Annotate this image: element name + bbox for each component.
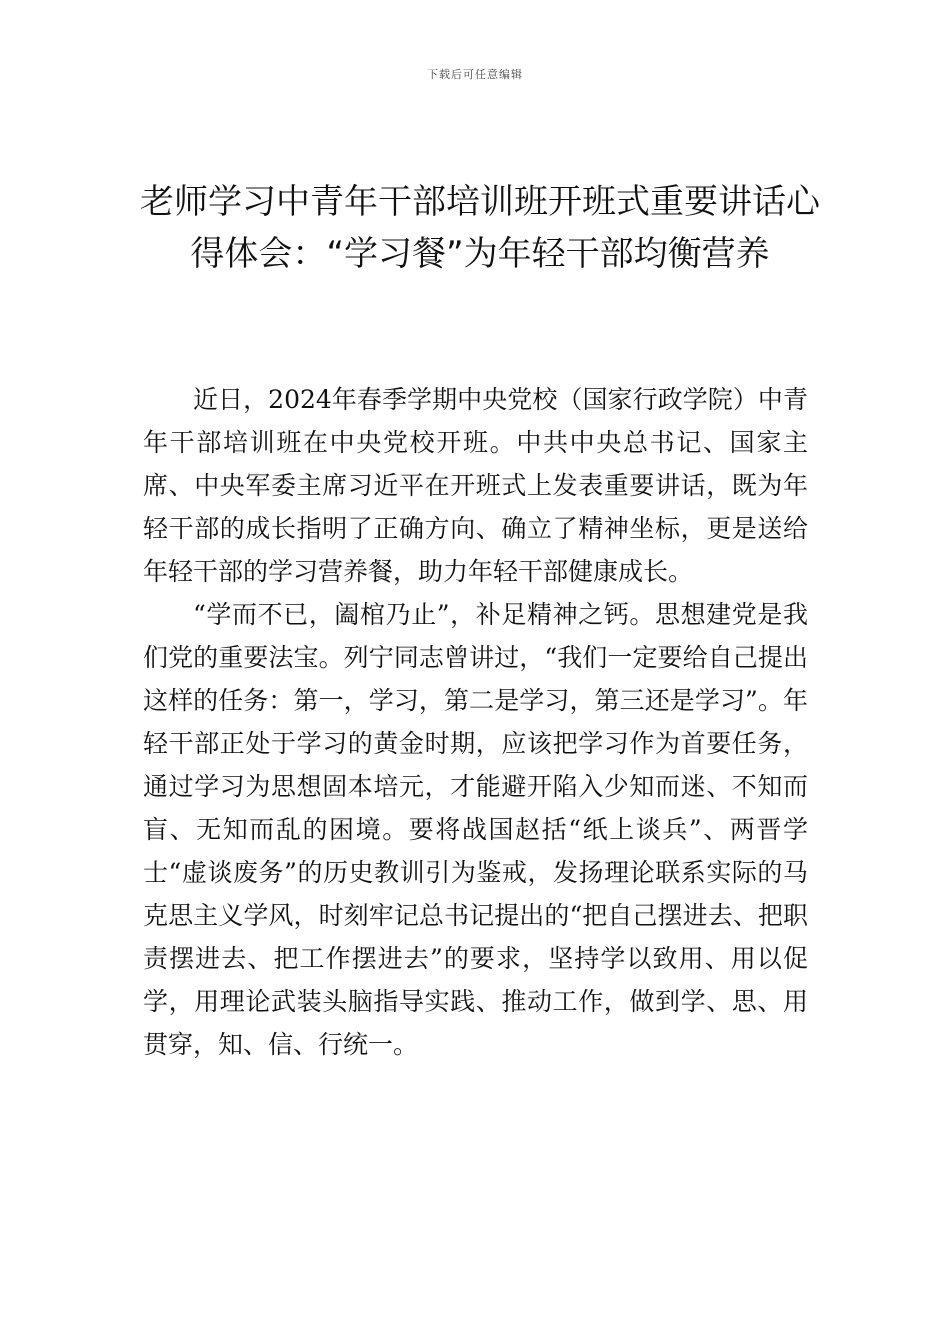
document-title: 老师学习中青年干部培训班开班式重要讲话心得体会：“学习餐”为年轻干部均衡营养 — [140, 182, 820, 274]
document-body — [143, 378, 808, 1066]
paragraph: “学而不已，阖棺乃止”，补足精神之钙。思想建党是我们党的重要法宝。列宁同志曾讲过，“我们一定要给自己提出这样的任务：第一，学习，第二是学习，第三还是学习”。年轻干部正处于学习的黄金时期，应该把学习作为首要任务，通过学习为思想固本培元，才能避开陷入少知而迷、不知而盲、无知而乱的困境。要将战国赵括“纸上谈兵”、两晋学士“虚谈废务”的历史教训引为鉴戒，发扬理论联系实际的马克思主义学风，时刻牢记总书记提出的“把自己摆进去、把职责摆进去、把工作摆进去”的要求，坚持学以致用、用以促学，用理论武装头脑指导实践、推动工作，做到学、思、用贯穿，知、信、行统一。 — [143, 600, 808, 1059]
paragraph: 近日，2024年春季学期中央党校（国家行政学院）中青年干部培训班在中央党校开班。中共中央总书记、国家主席、中央军委主席习近平在开班式上发表重要讲话，既为年轻干部的成长指明了正确方向、确立了精神坐标，更是送给年轻干部的学习营养餐，助力年轻干部健康成长。 — [143, 385, 808, 586]
header-note: 下载后可任意编辑 — [427, 68, 523, 81]
